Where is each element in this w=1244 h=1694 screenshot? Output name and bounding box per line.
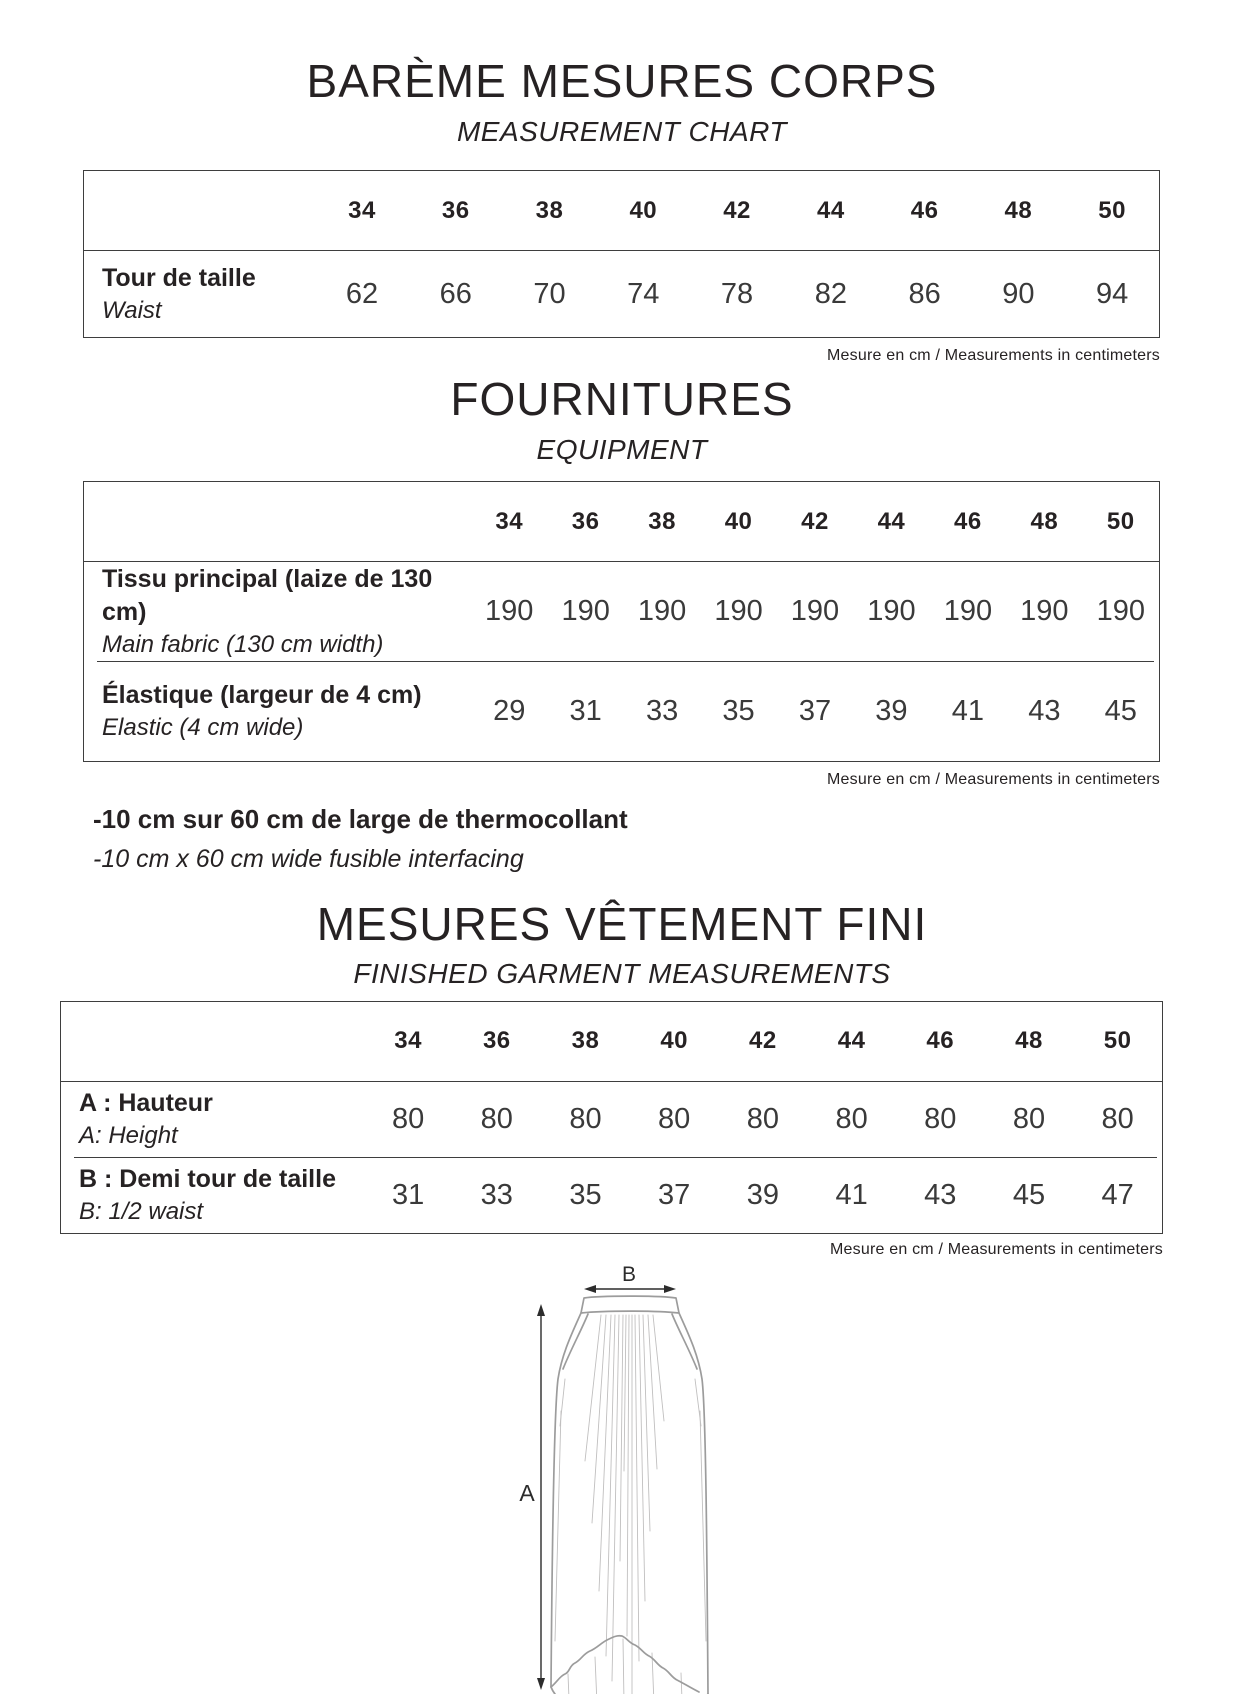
table-row-height — [61, 1082, 1162, 1157]
value-cell: 86 — [908, 277, 941, 310]
value-cell: 33 — [480, 1178, 513, 1211]
value-cell: 80 — [835, 1102, 868, 1135]
row-label-fr: A : Hauteur — [79, 1088, 213, 1117]
value-cell: 80 — [569, 1102, 602, 1135]
value-cell: 29 — [493, 695, 526, 727]
row-label — [84, 262, 315, 327]
value-cell: 94 — [1095, 277, 1129, 310]
value-cell: 45 — [1012, 1178, 1046, 1211]
size-header-row — [84, 171, 1159, 251]
height-arrow-a — [537, 1304, 545, 1690]
table-row-half-waist — [61, 1158, 1162, 1233]
value-cell: 78 — [720, 277, 754, 310]
section-subtitle-finished-garment: FINISHED GARMENT MEASUREMENTS — [353, 957, 891, 989]
row-label-en: B: 1/2 waist — [79, 1197, 204, 1225]
value-cell: 80 — [746, 1102, 779, 1135]
value-cell: 190 — [637, 595, 687, 627]
size-header-cell: 40 — [724, 507, 753, 535]
size-header-cell: 46 — [954, 507, 982, 535]
value-cell: 80 — [1012, 1102, 1046, 1135]
value-cell: 35 — [722, 695, 755, 727]
row-label-fr: B : Demi tour de taille — [79, 1164, 336, 1193]
diagram-label-b: B — [621, 1262, 637, 1286]
value-cell: 39 — [875, 695, 908, 727]
size-header-cell: 42 — [749, 1027, 777, 1055]
row-label — [84, 563, 471, 661]
size-header-cell: 50 — [1103, 1027, 1132, 1055]
value-cell: 62 — [345, 277, 379, 310]
size-header-cell: 38 — [571, 1027, 600, 1055]
units-caption: Mesure en cm / Measurements in centimeters — [830, 1240, 1163, 1258]
row-label-fr: Tissu principal (laize de 130 cm) — [102, 564, 433, 626]
size-header-cell: 36 — [482, 1027, 511, 1055]
size-header-cell: 46 — [926, 1027, 955, 1055]
value-cell: 37 — [798, 695, 832, 727]
row-label-fr: Élastique (largeur de 4 cm) — [102, 681, 422, 710]
value-cell: 190 — [561, 595, 610, 627]
size-header-cell: 40 — [629, 196, 658, 224]
value-cell: 80 — [1101, 1102, 1134, 1135]
size-header-cell: 48 — [1015, 1027, 1043, 1055]
size-header-cell: 42 — [801, 507, 829, 535]
value-cell: 90 — [1002, 277, 1035, 310]
value-cell: 190 — [714, 595, 763, 627]
value-cell: 45 — [1104, 695, 1137, 727]
size-header-cell: 38 — [535, 196, 564, 224]
value-cell: 190 — [1020, 595, 1069, 627]
value-cell: 74 — [627, 277, 660, 310]
value-cell: 41 — [951, 695, 985, 727]
value-cell: 70 — [533, 277, 566, 310]
size-header-cell: 34 — [495, 507, 524, 535]
value-cell: 43 — [1028, 695, 1061, 727]
size-header-cell: 40 — [660, 1027, 689, 1055]
value-cell: 31 — [391, 1178, 425, 1211]
row-label — [61, 1087, 364, 1152]
row-label — [61, 1163, 364, 1228]
size-header-cell: 46 — [910, 196, 939, 224]
table-row-waist — [84, 251, 1159, 337]
row-label-en: Main fabric (130 cm width) — [102, 630, 384, 658]
value-cell: 37 — [658, 1178, 691, 1211]
row-label — [84, 679, 471, 744]
gather-lines — [555, 1315, 706, 1694]
size-header-cell: 44 — [877, 507, 906, 535]
size-header-cell: 44 — [837, 1027, 866, 1055]
size-header-cell: 42 — [723, 196, 751, 224]
width-arrow-b — [584, 1285, 676, 1293]
value-cell: 190 — [485, 595, 534, 627]
section-title-fournitures: FOURNITURES — [450, 373, 794, 425]
value-cell: 80 — [391, 1102, 425, 1135]
interfacing-note-fr: -10 cm sur 60 cm de large de thermocollant — [93, 804, 628, 834]
section-subtitle-equipment: EQUIPMENT — [536, 434, 708, 465]
size-header-cell: 48 — [1004, 196, 1033, 224]
value-cell: 80 — [480, 1102, 513, 1135]
value-cell: 80 — [924, 1102, 957, 1135]
size-header-cell: 36 — [441, 196, 470, 224]
section-subtitle-measurement-chart: MEASUREMENT CHART — [456, 116, 787, 147]
value-cell: 39 — [746, 1178, 779, 1211]
section-title-bareme-mesures-corps: BARÈME MESURES CORPS — [306, 55, 938, 107]
row-label-en: Elastic (4 cm wide) — [102, 714, 304, 742]
finished-garment-table — [60, 1001, 1163, 1234]
row-label-fr: Tour de taille — [102, 263, 256, 292]
size-header-cell: 44 — [816, 196, 845, 224]
size-header-cell: 50 — [1106, 507, 1135, 535]
skirt-technical-drawing — [505, 1261, 740, 1694]
value-cell: 82 — [814, 277, 847, 310]
size-header-cell: 36 — [571, 507, 600, 535]
value-cell: 66 — [439, 277, 472, 310]
body-measurements-table — [83, 170, 1160, 338]
skirt-outline — [551, 1296, 708, 1694]
value-cell: 190 — [943, 595, 993, 627]
interfacing-note-en: -10 cm x 60 cm wide fusible interfacing — [93, 844, 524, 873]
size-header-cell: 50 — [1098, 196, 1126, 224]
size-header-cell: 38 — [648, 507, 676, 535]
value-cell: 80 — [658, 1102, 691, 1135]
value-cell: 190 — [867, 595, 916, 627]
value-cell: 35 — [569, 1178, 602, 1211]
units-caption: Mesure en cm / Measurements in centimeters — [827, 771, 1160, 788]
size-header-row — [84, 482, 1159, 562]
value-cell: 190 — [790, 595, 840, 627]
row-label-en: A: Height — [79, 1121, 178, 1149]
section-title-mesures-vetement-fini: MESURES VÊTEMENT FINI — [316, 897, 928, 950]
diagram-label-a: A — [519, 1479, 535, 1506]
value-cell: 31 — [569, 695, 602, 727]
size-header-cell: 48 — [1030, 507, 1059, 535]
table-row-elastic — [84, 662, 1159, 761]
size-header-row — [61, 1002, 1162, 1082]
interfacing-note — [93, 803, 1244, 875]
value-cell: 190 — [1096, 595, 1145, 627]
row-label-en: Waist — [102, 296, 162, 324]
value-cell: 33 — [645, 695, 679, 727]
value-cell: 41 — [835, 1178, 868, 1211]
value-cell: 47 — [1101, 1178, 1134, 1211]
units-caption: Mesure en cm / Measurements in centimeters — [827, 347, 1160, 364]
value-cell: 43 — [924, 1178, 957, 1211]
size-header-cell: 34 — [348, 196, 376, 224]
supplies-table — [83, 481, 1160, 762]
table-row-main-fabric — [84, 562, 1159, 661]
size-header-cell: 34 — [394, 1027, 422, 1055]
